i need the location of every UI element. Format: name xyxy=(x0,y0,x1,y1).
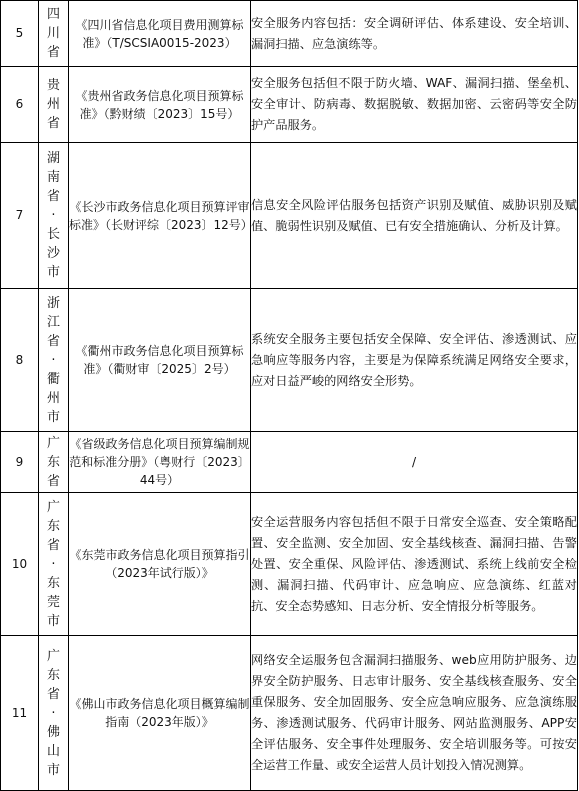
row-number-text: 5 xyxy=(15,26,24,40)
description-text: 安全服务内容包括：安全调研评估、体系建设、安全培训、漏洞扫描、应急演练等。 xyxy=(251,15,577,51)
region-text: 贵州省 xyxy=(46,78,60,131)
row-number xyxy=(1,1,39,67)
standard-text: 《四川省信息化项目费用测算标准》（T/SCSIA0015-2023） xyxy=(75,17,244,50)
region-cell xyxy=(39,143,69,289)
table-row xyxy=(1,67,578,143)
region-cell xyxy=(39,289,69,432)
standard-cell xyxy=(69,432,251,493)
region-cell xyxy=(39,493,69,636)
table-row xyxy=(1,289,578,432)
description-cell xyxy=(251,67,578,143)
region-text: 浙江省·衢州市 xyxy=(46,295,60,425)
region-cell xyxy=(39,636,69,791)
region-text: 广东省 xyxy=(46,435,60,489)
row-number-text: 7 xyxy=(15,208,24,222)
description-cell xyxy=(251,143,578,289)
standard-text: 《省级政务信息化项目预算编制规范和标准分册》（粤财行〔2023〕44号） xyxy=(69,437,250,487)
row-number-text: 9 xyxy=(15,454,24,469)
region-text: 湖南省·长沙市 xyxy=(46,151,60,280)
description-text: 安全运营服务内容包括但不限于日常安全巡查、安全策略配置、安全监测、安全加固、安全基线核查、漏洞扫描、告警处置、安全重保、风险评估、渗透测试、系统上线前安全检测、漏洞扫描、代码审计、应急响应、应急演练、红蓝对抗、安全态势感知、日志分析、安全情报分析等服务。 xyxy=(251,514,577,613)
standard-text: 《长沙市政务信息化项目预算评审标准》（长财评综〔2023〕12号） xyxy=(69,199,253,232)
table-row xyxy=(1,636,578,791)
row-number xyxy=(1,636,39,791)
table-row xyxy=(1,432,578,493)
region-text: 四川省 xyxy=(46,7,60,60)
row-number xyxy=(1,143,39,289)
standard-cell xyxy=(69,143,251,289)
row-number-text: 10 xyxy=(11,556,28,571)
standard-cell xyxy=(69,289,251,432)
description-cell xyxy=(251,289,578,432)
row-number-text: 8 xyxy=(15,352,24,367)
row-number xyxy=(1,289,39,432)
description-cell xyxy=(251,432,578,493)
standard-text: 《衢州市政务信息化项目预算标准》（衢财审〔2025〕2号） xyxy=(75,344,244,376)
table-row xyxy=(1,1,578,67)
row-number-text: 11 xyxy=(11,705,28,720)
description-text: / xyxy=(411,454,417,469)
description-text: 安全服务包括但不限于防火墙、WAF、漏洞扫描、堡垒机、安全审计、防病毒、数据脱敏、数据加密、云密码等安全防护产品服务。 xyxy=(251,76,577,132)
table-row xyxy=(1,143,578,289)
row-number xyxy=(1,432,39,493)
region-cell xyxy=(39,1,69,67)
standard-cell xyxy=(69,493,251,636)
description-text: 系统安全服务主要包括安全保障、安全评估、渗透测试、应急响应等服务内容，主要是为保障系统满足网络安全要求，应对日益严峻的网络安全形势。 xyxy=(251,331,577,388)
standard-cell xyxy=(69,636,251,791)
standard-cell xyxy=(69,1,251,67)
table-row xyxy=(1,493,578,636)
region-text: 广东省·佛山市 xyxy=(46,648,60,778)
standard-text: 《佛山市政务信息化项目概算编制指南（2023年版）》 xyxy=(69,697,250,729)
description-cell xyxy=(251,636,578,791)
description-text: 信息安全风险评估服务包括资产识别及赋值、威胁识别及赋值、脆弱性识别及赋值、已有安全措施确认、分析及计算。 xyxy=(251,197,577,233)
description-text: 网络安全运服务包含漏洞扫描服务、web应用防护服务、边界安全防护服务、日志审计服务、安全基线核查服务、安全重保服务、安全加固服务、安全应急响应服务、应急演练服务、渗透测试服务、代码审计服务、网站监测服务、APP安全评估服务、安全事件处理服务、安全培训服务等。可按安全运营工作量、或安全运营人员计划投入情况测算。 xyxy=(251,653,577,772)
row-number xyxy=(1,493,39,636)
description-cell xyxy=(251,1,578,67)
region-cell xyxy=(39,67,69,143)
region-cell xyxy=(39,432,69,493)
region-text: 广东省·东莞市 xyxy=(46,499,60,629)
standard-text: 《东莞市政务信息化项目预算指引（2023年试行版）》 xyxy=(69,548,250,580)
description-cell xyxy=(251,493,578,636)
standard-cell xyxy=(69,67,251,143)
row-number-text: 6 xyxy=(15,97,24,111)
row-number xyxy=(1,67,39,143)
standard-text: 《贵州省政务信息化项目预算标准》（黔财绩〔2023〕15号） xyxy=(75,88,244,121)
